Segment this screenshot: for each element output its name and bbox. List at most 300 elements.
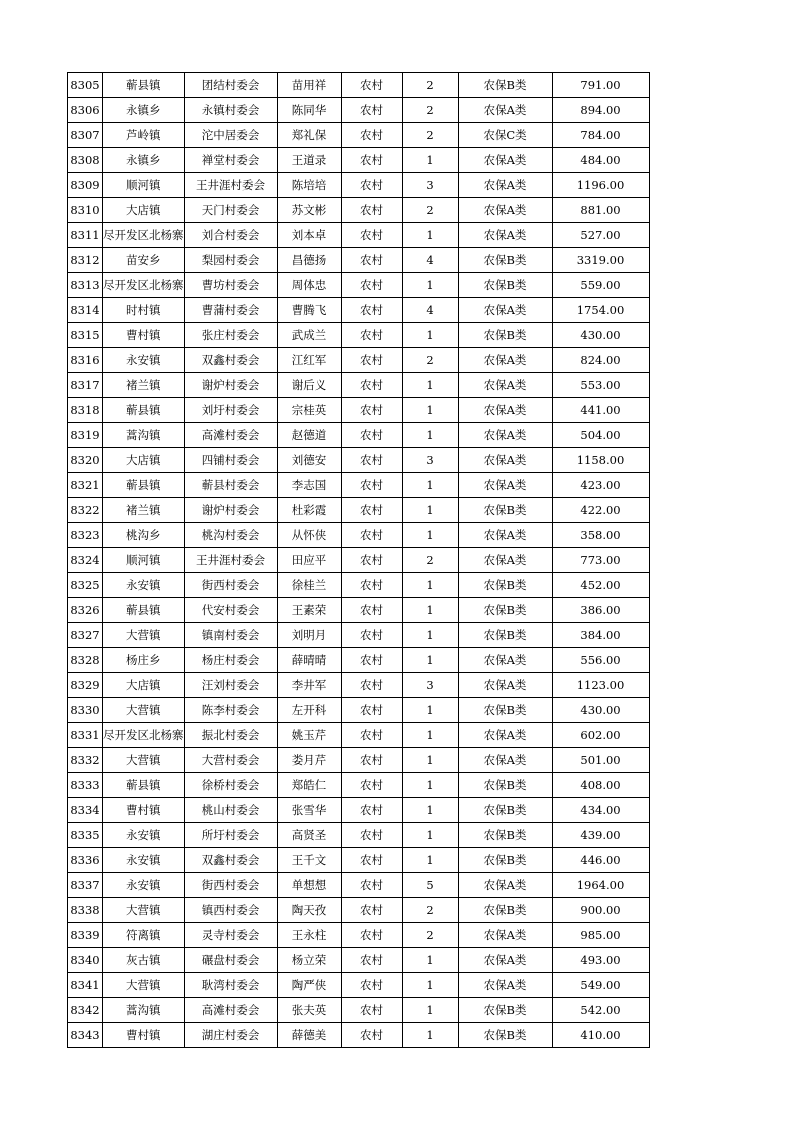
village-committee-cell: 耿湾村委会 xyxy=(184,973,277,998)
township-cell: 大营镇 xyxy=(103,898,185,923)
village-committee-cell: 桃沟村委会 xyxy=(184,523,277,548)
household-type-cell: 农村 xyxy=(341,548,402,573)
household-type-cell: 农村 xyxy=(341,773,402,798)
household-type-cell: 农村 xyxy=(341,973,402,998)
record-id-cell: 8343 xyxy=(68,1023,103,1048)
insurance-category-cell: 农保A类 xyxy=(458,398,552,423)
household-type-cell: 农村 xyxy=(341,573,402,598)
township-cell: 蒿沟镇 xyxy=(103,423,185,448)
amount-cell: 452.00 xyxy=(552,573,649,598)
person-name-cell: 周体忠 xyxy=(277,273,341,298)
village-committee-cell: 永镇村委会 xyxy=(184,98,277,123)
amount-cell: 542.00 xyxy=(552,998,649,1023)
township-cell: 顺河镇 xyxy=(103,173,185,198)
person-name-cell: 高贤圣 xyxy=(277,823,341,848)
member-count-cell: 1 xyxy=(402,223,458,248)
household-type-cell: 农村 xyxy=(341,248,402,273)
amount-cell: 430.00 xyxy=(552,323,649,348)
amount-cell: 553.00 xyxy=(552,373,649,398)
table-row xyxy=(68,273,650,298)
table-row xyxy=(68,698,650,723)
person-name-cell: 王道录 xyxy=(277,148,341,173)
amount-cell: 549.00 xyxy=(552,973,649,998)
insurance-category-cell: 农保B类 xyxy=(458,898,552,923)
township-cell: 桃沟乡 xyxy=(103,523,185,548)
member-count-cell: 2 xyxy=(402,198,458,223)
insurance-category-cell: 农保B类 xyxy=(458,823,552,848)
household-type-cell: 农村 xyxy=(341,723,402,748)
township-cell: 蕲县镇 xyxy=(103,473,185,498)
person-name-cell: 武成兰 xyxy=(277,323,341,348)
record-id-cell: 8326 xyxy=(68,598,103,623)
person-name-cell: 李志国 xyxy=(277,473,341,498)
member-count-cell: 2 xyxy=(402,73,458,98)
village-committee-cell: 代安村委会 xyxy=(184,598,277,623)
household-type-cell: 农村 xyxy=(341,423,402,448)
village-committee-cell: 湖庄村委会 xyxy=(184,1023,277,1048)
amount-cell: 384.00 xyxy=(552,623,649,648)
village-committee-cell: 所圩村委会 xyxy=(184,823,277,848)
amount-cell: 484.00 xyxy=(552,148,649,173)
amount-cell: 1158.00 xyxy=(552,448,649,473)
amount-cell: 824.00 xyxy=(552,348,649,373)
person-name-cell: 宗桂英 xyxy=(277,398,341,423)
amount-cell: 446.00 xyxy=(552,848,649,873)
amount-cell: 1964.00 xyxy=(552,873,649,898)
household-type-cell: 农村 xyxy=(341,748,402,773)
amount-cell: 881.00 xyxy=(552,198,649,223)
amount-cell: 430.00 xyxy=(552,698,649,723)
record-id-cell: 8339 xyxy=(68,923,103,948)
member-count-cell: 1 xyxy=(402,823,458,848)
person-name-cell: 刘明月 xyxy=(277,623,341,648)
member-count-cell: 1 xyxy=(402,748,458,773)
household-type-cell: 农村 xyxy=(341,473,402,498)
village-committee-cell: 曹蒲村委会 xyxy=(184,298,277,323)
insurance-category-cell: 农保B类 xyxy=(458,848,552,873)
insurance-category-cell: 农保A类 xyxy=(458,948,552,973)
member-count-cell: 1 xyxy=(402,948,458,973)
member-count-cell: 2 xyxy=(402,923,458,948)
village-committee-cell: 蕲县村委会 xyxy=(184,473,277,498)
member-count-cell: 1 xyxy=(402,498,458,523)
record-id-cell: 8342 xyxy=(68,998,103,1023)
township-cell: 永安镇 xyxy=(103,573,185,598)
household-type-cell: 农村 xyxy=(341,448,402,473)
record-id-cell: 8334 xyxy=(68,798,103,823)
township-cell: 灰古镇 xyxy=(103,948,185,973)
village-committee-cell: 梨园村委会 xyxy=(184,248,277,273)
insurance-category-cell: 农保A类 xyxy=(458,223,552,248)
member-count-cell: 1 xyxy=(402,848,458,873)
table-row xyxy=(68,823,650,848)
person-name-cell: 刘德安 xyxy=(277,448,341,473)
person-name-cell: 陶天孜 xyxy=(277,898,341,923)
member-count-cell: 1 xyxy=(402,423,458,448)
amount-cell: 1754.00 xyxy=(552,298,649,323)
person-name-cell: 娄月芹 xyxy=(277,748,341,773)
insurance-category-cell: 农保A类 xyxy=(458,973,552,998)
village-committee-cell: 谢炉村委会 xyxy=(184,498,277,523)
member-count-cell: 1 xyxy=(402,623,458,648)
subsidy-roster-table xyxy=(67,72,650,1048)
table-row xyxy=(68,623,650,648)
township-cell: 尽开发区北杨寨 xyxy=(103,223,185,248)
record-id-cell: 8341 xyxy=(68,973,103,998)
table-row xyxy=(68,423,650,448)
household-type-cell: 农村 xyxy=(341,698,402,723)
member-count-cell: 1 xyxy=(402,573,458,598)
person-name-cell: 陈同华 xyxy=(277,98,341,123)
township-cell: 永镇乡 xyxy=(103,98,185,123)
person-name-cell: 杨立荣 xyxy=(277,948,341,973)
amount-cell: 501.00 xyxy=(552,748,649,773)
village-committee-cell: 街西村委会 xyxy=(184,573,277,598)
insurance-category-cell: 农保C类 xyxy=(458,123,552,148)
table-row xyxy=(68,798,650,823)
insurance-category-cell: 农保A类 xyxy=(458,298,552,323)
village-committee-cell: 双鑫村委会 xyxy=(184,848,277,873)
household-type-cell: 农村 xyxy=(341,648,402,673)
insurance-category-cell: 农保A类 xyxy=(458,473,552,498)
person-name-cell: 姚玉芹 xyxy=(277,723,341,748)
household-type-cell: 农村 xyxy=(341,498,402,523)
table-row xyxy=(68,123,650,148)
table-row xyxy=(68,948,650,973)
insurance-category-cell: 农保B类 xyxy=(458,323,552,348)
amount-cell: 900.00 xyxy=(552,898,649,923)
amount-cell: 791.00 xyxy=(552,73,649,98)
table-row xyxy=(68,648,650,673)
member-count-cell: 2 xyxy=(402,348,458,373)
record-id-cell: 8308 xyxy=(68,148,103,173)
insurance-category-cell: 农保B类 xyxy=(458,798,552,823)
table-row xyxy=(68,998,650,1023)
person-name-cell: 江红军 xyxy=(277,348,341,373)
township-cell: 曹村镇 xyxy=(103,323,185,348)
village-committee-cell: 陈李村委会 xyxy=(184,698,277,723)
person-name-cell: 苏文彬 xyxy=(277,198,341,223)
record-id-cell: 8311 xyxy=(68,223,103,248)
member-count-cell: 1 xyxy=(402,648,458,673)
household-type-cell: 农村 xyxy=(341,1023,402,1048)
member-count-cell: 2 xyxy=(402,898,458,923)
township-cell: 褚兰镇 xyxy=(103,373,185,398)
village-committee-cell: 大营村委会 xyxy=(184,748,277,773)
household-type-cell: 农村 xyxy=(341,298,402,323)
person-name-cell: 陶严侠 xyxy=(277,973,341,998)
table-row xyxy=(68,398,650,423)
village-committee-cell: 杨庄村委会 xyxy=(184,648,277,673)
table-row xyxy=(68,173,650,198)
table-row xyxy=(68,523,650,548)
person-name-cell: 郑礼保 xyxy=(277,123,341,148)
person-name-cell: 李井军 xyxy=(277,673,341,698)
township-cell: 永安镇 xyxy=(103,348,185,373)
member-count-cell: 2 xyxy=(402,123,458,148)
township-cell: 大营镇 xyxy=(103,973,185,998)
household-type-cell: 农村 xyxy=(341,273,402,298)
township-cell: 永安镇 xyxy=(103,873,185,898)
table-row xyxy=(68,223,650,248)
member-count-cell: 1 xyxy=(402,273,458,298)
member-count-cell: 1 xyxy=(402,523,458,548)
village-committee-cell: 沱中居委会 xyxy=(184,123,277,148)
person-name-cell: 苗用祥 xyxy=(277,73,341,98)
member-count-cell: 1 xyxy=(402,973,458,998)
member-count-cell: 3 xyxy=(402,673,458,698)
insurance-category-cell: 农保A类 xyxy=(458,673,552,698)
member-count-cell: 1 xyxy=(402,148,458,173)
table-row xyxy=(68,848,650,873)
amount-cell: 556.00 xyxy=(552,648,649,673)
person-name-cell: 赵德道 xyxy=(277,423,341,448)
record-id-cell: 8317 xyxy=(68,373,103,398)
member-count-cell: 1 xyxy=(402,1023,458,1048)
table-row xyxy=(68,748,650,773)
household-type-cell: 农村 xyxy=(341,523,402,548)
table-row xyxy=(68,373,650,398)
member-count-cell: 1 xyxy=(402,798,458,823)
insurance-category-cell: 农保A类 xyxy=(458,648,552,673)
insurance-category-cell: 农保B类 xyxy=(458,698,552,723)
insurance-category-cell: 农保A类 xyxy=(458,423,552,448)
record-id-cell: 8314 xyxy=(68,298,103,323)
household-type-cell: 农村 xyxy=(341,998,402,1023)
member-count-cell: 1 xyxy=(402,373,458,398)
insurance-category-cell: 农保A类 xyxy=(458,723,552,748)
village-committee-cell: 张庄村委会 xyxy=(184,323,277,348)
table-row xyxy=(68,973,650,998)
insurance-category-cell: 农保B类 xyxy=(458,573,552,598)
table-row xyxy=(68,98,650,123)
table-row xyxy=(68,673,650,698)
member-count-cell: 1 xyxy=(402,598,458,623)
township-cell: 永安镇 xyxy=(103,848,185,873)
amount-cell: 439.00 xyxy=(552,823,649,848)
insurance-category-cell: 农保A类 xyxy=(458,523,552,548)
amount-cell: 410.00 xyxy=(552,1023,649,1048)
amount-cell: 422.00 xyxy=(552,498,649,523)
household-type-cell: 农村 xyxy=(341,148,402,173)
record-id-cell: 8324 xyxy=(68,548,103,573)
person-name-cell: 薛晴晴 xyxy=(277,648,341,673)
amount-cell: 408.00 xyxy=(552,773,649,798)
township-cell: 褚兰镇 xyxy=(103,498,185,523)
person-name-cell: 张夫英 xyxy=(277,998,341,1023)
township-cell: 尽开发区北杨寨 xyxy=(103,723,185,748)
table-row xyxy=(68,723,650,748)
person-name-cell: 徐桂兰 xyxy=(277,573,341,598)
table-row xyxy=(68,73,650,98)
member-count-cell: 3 xyxy=(402,448,458,473)
household-type-cell: 农村 xyxy=(341,873,402,898)
amount-cell: 493.00 xyxy=(552,948,649,973)
household-type-cell: 农村 xyxy=(341,323,402,348)
person-name-cell: 郑皓仁 xyxy=(277,773,341,798)
record-id-cell: 8320 xyxy=(68,448,103,473)
insurance-category-cell: 农保A类 xyxy=(458,448,552,473)
record-id-cell: 8337 xyxy=(68,873,103,898)
record-id-cell: 8329 xyxy=(68,673,103,698)
record-id-cell: 8327 xyxy=(68,623,103,648)
member-count-cell: 1 xyxy=(402,773,458,798)
insurance-category-cell: 农保B类 xyxy=(458,773,552,798)
township-cell: 蕲县镇 xyxy=(103,598,185,623)
member-count-cell: 1 xyxy=(402,323,458,348)
member-count-cell: 1 xyxy=(402,398,458,423)
person-name-cell: 陈培培 xyxy=(277,173,341,198)
amount-cell: 1196.00 xyxy=(552,173,649,198)
member-count-cell: 5 xyxy=(402,873,458,898)
township-cell: 永安镇 xyxy=(103,823,185,848)
table-row xyxy=(68,298,650,323)
table-row xyxy=(68,348,650,373)
township-cell: 蕲县镇 xyxy=(103,398,185,423)
household-type-cell: 农村 xyxy=(341,198,402,223)
township-cell: 大营镇 xyxy=(103,748,185,773)
village-committee-cell: 刘合村委会 xyxy=(184,223,277,248)
household-type-cell: 农村 xyxy=(341,623,402,648)
insurance-category-cell: 农保A类 xyxy=(458,748,552,773)
household-type-cell: 农村 xyxy=(341,123,402,148)
village-committee-cell: 高滩村委会 xyxy=(184,423,277,448)
person-name-cell: 杜彩霞 xyxy=(277,498,341,523)
insurance-category-cell: 农保A类 xyxy=(458,98,552,123)
household-type-cell: 农村 xyxy=(341,673,402,698)
person-name-cell: 王千文 xyxy=(277,848,341,873)
village-committee-cell: 天门村委会 xyxy=(184,198,277,223)
village-committee-cell: 街西村委会 xyxy=(184,873,277,898)
amount-cell: 358.00 xyxy=(552,523,649,548)
township-cell: 大店镇 xyxy=(103,198,185,223)
village-committee-cell: 桃山村委会 xyxy=(184,798,277,823)
amount-cell: 784.00 xyxy=(552,123,649,148)
record-id-cell: 8321 xyxy=(68,473,103,498)
township-cell: 顺河镇 xyxy=(103,548,185,573)
insurance-category-cell: 农保A类 xyxy=(458,373,552,398)
record-id-cell: 8335 xyxy=(68,823,103,848)
household-type-cell: 农村 xyxy=(341,798,402,823)
record-id-cell: 8306 xyxy=(68,98,103,123)
village-committee-cell: 灵寺村委会 xyxy=(184,923,277,948)
insurance-category-cell: 农保A类 xyxy=(458,923,552,948)
record-id-cell: 8318 xyxy=(68,398,103,423)
household-type-cell: 农村 xyxy=(341,398,402,423)
township-cell: 尽开发区北杨寨 xyxy=(103,273,185,298)
amount-cell: 423.00 xyxy=(552,473,649,498)
insurance-category-cell: 农保A类 xyxy=(458,198,552,223)
insurance-category-cell: 农保B类 xyxy=(458,498,552,523)
record-id-cell: 8340 xyxy=(68,948,103,973)
record-id-cell: 8333 xyxy=(68,773,103,798)
person-name-cell: 昌德扬 xyxy=(277,248,341,273)
village-committee-cell: 禅堂村委会 xyxy=(184,148,277,173)
record-id-cell: 8332 xyxy=(68,748,103,773)
amount-cell: 559.00 xyxy=(552,273,649,298)
table-row xyxy=(68,448,650,473)
amount-cell: 602.00 xyxy=(552,723,649,748)
table-row xyxy=(68,148,650,173)
village-committee-cell: 王井涯村委会 xyxy=(184,548,277,573)
member-count-cell: 1 xyxy=(402,998,458,1023)
table-row xyxy=(68,873,650,898)
village-committee-cell: 汪刘村委会 xyxy=(184,673,277,698)
township-cell: 苗安乡 xyxy=(103,248,185,273)
record-id-cell: 8323 xyxy=(68,523,103,548)
village-committee-cell: 双鑫村委会 xyxy=(184,348,277,373)
table-row xyxy=(68,573,650,598)
person-name-cell: 从怀侠 xyxy=(277,523,341,548)
household-type-cell: 农村 xyxy=(341,823,402,848)
person-name-cell: 左开科 xyxy=(277,698,341,723)
table-row xyxy=(68,1023,650,1048)
household-type-cell: 农村 xyxy=(341,598,402,623)
village-committee-cell: 高滩村委会 xyxy=(184,998,277,1023)
record-id-cell: 8336 xyxy=(68,848,103,873)
amount-cell: 894.00 xyxy=(552,98,649,123)
village-committee-cell: 王井涯村委会 xyxy=(184,173,277,198)
township-cell: 蕲县镇 xyxy=(103,73,185,98)
member-count-cell: 3 xyxy=(402,173,458,198)
insurance-category-cell: 农保A类 xyxy=(458,348,552,373)
table-row xyxy=(68,898,650,923)
township-cell: 大营镇 xyxy=(103,698,185,723)
record-id-cell: 8307 xyxy=(68,123,103,148)
insurance-category-cell: 农保B类 xyxy=(458,273,552,298)
township-cell: 芦岭镇 xyxy=(103,123,185,148)
household-type-cell: 农村 xyxy=(341,948,402,973)
record-id-cell: 8325 xyxy=(68,573,103,598)
insurance-category-cell: 农保B类 xyxy=(458,623,552,648)
record-id-cell: 8310 xyxy=(68,198,103,223)
village-committee-cell: 碾盘村委会 xyxy=(184,948,277,973)
record-id-cell: 8316 xyxy=(68,348,103,373)
insurance-category-cell: 农保B类 xyxy=(458,248,552,273)
member-count-cell: 1 xyxy=(402,723,458,748)
township-cell: 蒿沟镇 xyxy=(103,998,185,1023)
household-type-cell: 农村 xyxy=(341,73,402,98)
insurance-category-cell: 农保A类 xyxy=(458,148,552,173)
table-row xyxy=(68,923,650,948)
amount-cell: 441.00 xyxy=(552,398,649,423)
township-cell: 永镇乡 xyxy=(103,148,185,173)
person-name-cell: 刘本卓 xyxy=(277,223,341,248)
table-row xyxy=(68,198,650,223)
member-count-cell: 4 xyxy=(402,298,458,323)
household-type-cell: 农村 xyxy=(341,848,402,873)
household-type-cell: 农村 xyxy=(341,223,402,248)
record-id-cell: 8338 xyxy=(68,898,103,923)
household-type-cell: 农村 xyxy=(341,173,402,198)
insurance-category-cell: 农保B类 xyxy=(458,73,552,98)
member-count-cell: 4 xyxy=(402,248,458,273)
township-cell: 曹村镇 xyxy=(103,1023,185,1048)
person-name-cell: 王素荣 xyxy=(277,598,341,623)
person-name-cell: 田应平 xyxy=(277,548,341,573)
amount-cell: 3319.00 xyxy=(552,248,649,273)
record-id-cell: 8328 xyxy=(68,648,103,673)
roster-body xyxy=(68,73,650,1048)
household-type-cell: 农村 xyxy=(341,923,402,948)
village-committee-cell: 曹坊村委会 xyxy=(184,273,277,298)
insurance-category-cell: 农保B类 xyxy=(458,598,552,623)
household-type-cell: 农村 xyxy=(341,373,402,398)
township-cell: 曹村镇 xyxy=(103,798,185,823)
township-cell: 杨庄乡 xyxy=(103,648,185,673)
amount-cell: 773.00 xyxy=(552,548,649,573)
amount-cell: 504.00 xyxy=(552,423,649,448)
